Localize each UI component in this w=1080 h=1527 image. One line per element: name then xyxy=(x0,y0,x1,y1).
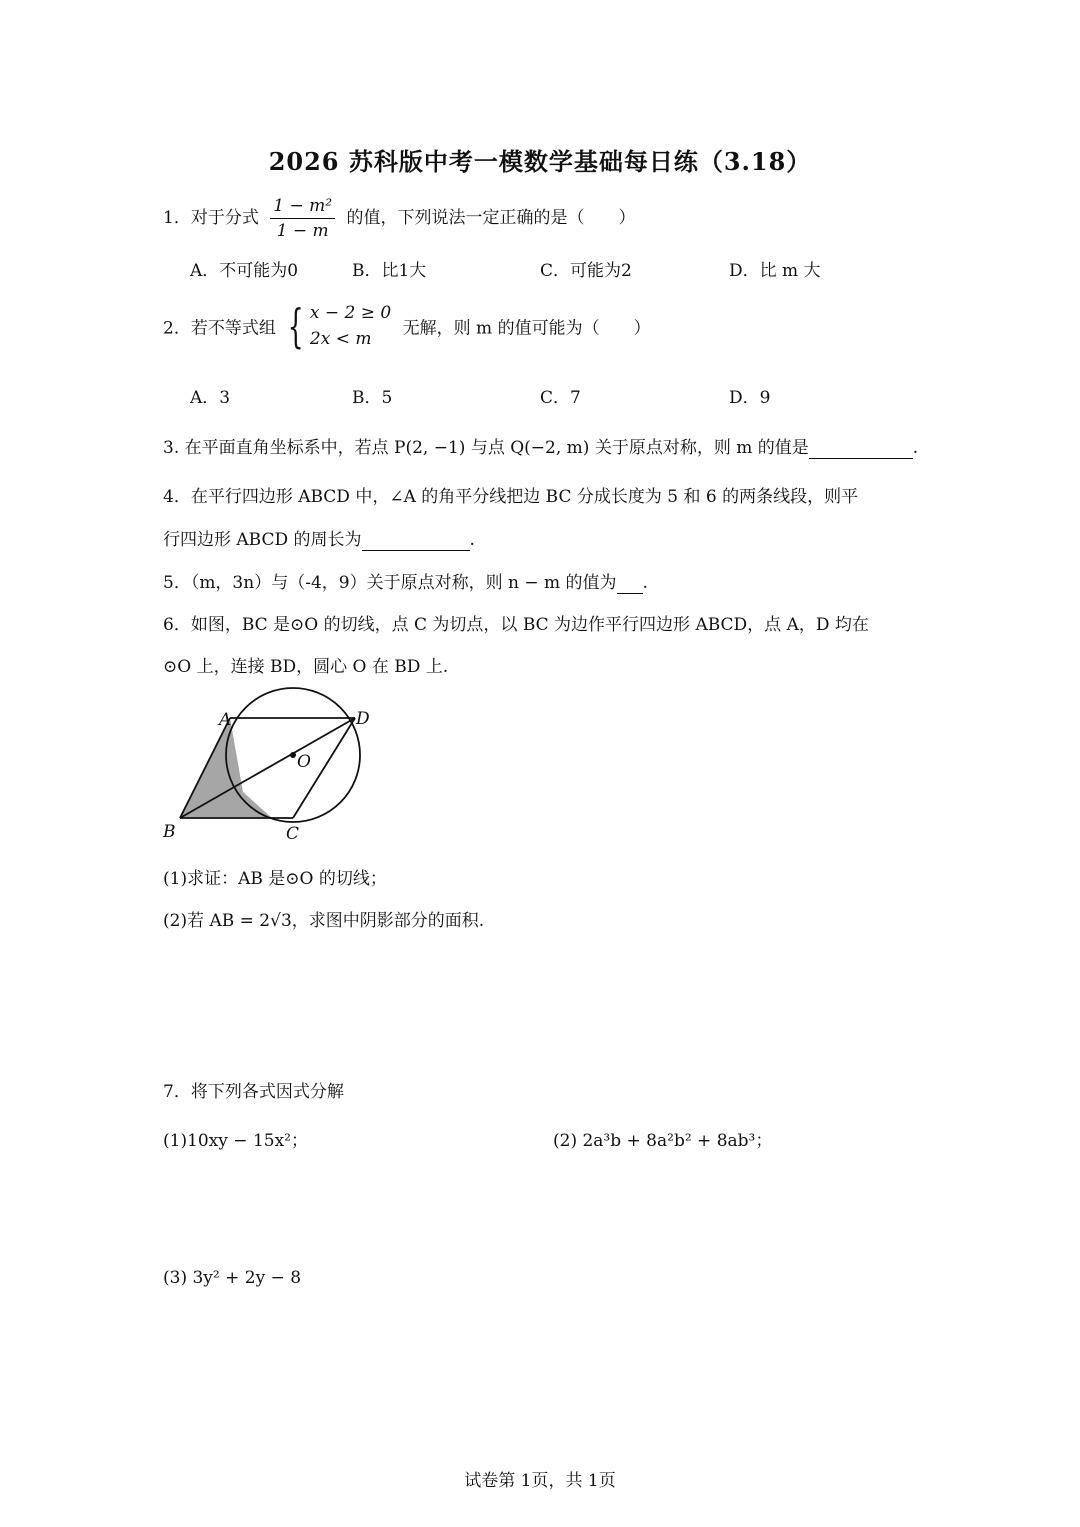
label-c: C xyxy=(286,824,300,844)
question-6-line2: ⊙O 上，连接 BD，圆心 O 在 BD 上. xyxy=(163,657,449,677)
shaded-region xyxy=(180,718,272,818)
question-4-end: . xyxy=(469,530,475,550)
question-4-text: 行四边形 ABCD 的周长为 xyxy=(163,530,362,550)
question-3-end: . xyxy=(912,438,919,458)
question-2-prefix: 2．若不等式组 xyxy=(163,318,276,339)
inequality-2: 2x < m xyxy=(309,329,372,349)
label-o: O xyxy=(297,752,311,772)
question-1-suffix: 的值，下列说法一定正确的是（ ） xyxy=(346,208,636,228)
question-6-line1: 6．如图，BC 是⊙O 的切线，点 C 为切点，以 BC 为边作平行四边形 ABCD，点 A，D 均在 xyxy=(163,615,869,635)
question-7: 7．将下列各式因式分解 xyxy=(163,1082,344,1102)
question-2-suffix: 无解，则 m 的值可能为（ ） xyxy=(402,318,651,339)
fraction-numerator: 1 − m² xyxy=(270,196,335,219)
option-d: D．比 m 大 xyxy=(729,261,821,281)
option-d: D．9 xyxy=(729,388,771,408)
page-footer: 试卷第 1页，共 1页 xyxy=(464,1471,616,1491)
question-1-prefix: 1．对于分式 xyxy=(163,208,259,228)
question-4-line1: 4．在平行四边形 ABCD 中，∠A 的角平分线把边 BC 分成长度为 5 和 6 的两条线段，则平 xyxy=(163,487,859,507)
option-c: C．可能为2 xyxy=(540,261,632,281)
option-b: B．比1大 xyxy=(352,261,427,281)
fraction-denominator: 1 − m xyxy=(276,221,329,241)
question-5-end: . xyxy=(642,573,648,593)
question-6-part2: (2)若 AB = 2√3，求图中阴影部分的面积. xyxy=(163,911,485,931)
label-d: D xyxy=(356,709,370,729)
option-b: B．5 xyxy=(352,388,393,408)
question-7-part1: (1)10xy − 15x²； xyxy=(163,1131,308,1151)
inequality-1: x − 2 ≥ 0 xyxy=(309,303,392,323)
option-a: A．3 xyxy=(190,388,231,408)
page-title: 2026 苏科版中考一模数学基础每日练（3.18） xyxy=(268,147,812,176)
question-6-part1: (1)求证：AB 是⊙O 的切线； xyxy=(163,869,387,889)
label-a: A xyxy=(219,710,232,730)
question-7-part2: (2) 2a³b + 8a²b² + 8ab³； xyxy=(553,1131,773,1151)
brace: { xyxy=(287,299,304,353)
question-3-text: 3. 在平面直角坐标系中，若点 P(2, −1) 与点 Q(−2, m) 关于原点对称，则 m 的值是 xyxy=(163,438,809,458)
option-a: A．不可能为0 xyxy=(190,261,299,281)
question-5-text: 5．（m，3n）与（-4，9）关于原点对称，则 n − m 的值为 xyxy=(163,573,617,593)
option-c: C．7 xyxy=(540,388,581,408)
question-7-part3: (3) 3y² + 2y − 8 xyxy=(163,1268,302,1288)
center-point xyxy=(290,752,296,758)
label-b: B xyxy=(163,822,176,842)
